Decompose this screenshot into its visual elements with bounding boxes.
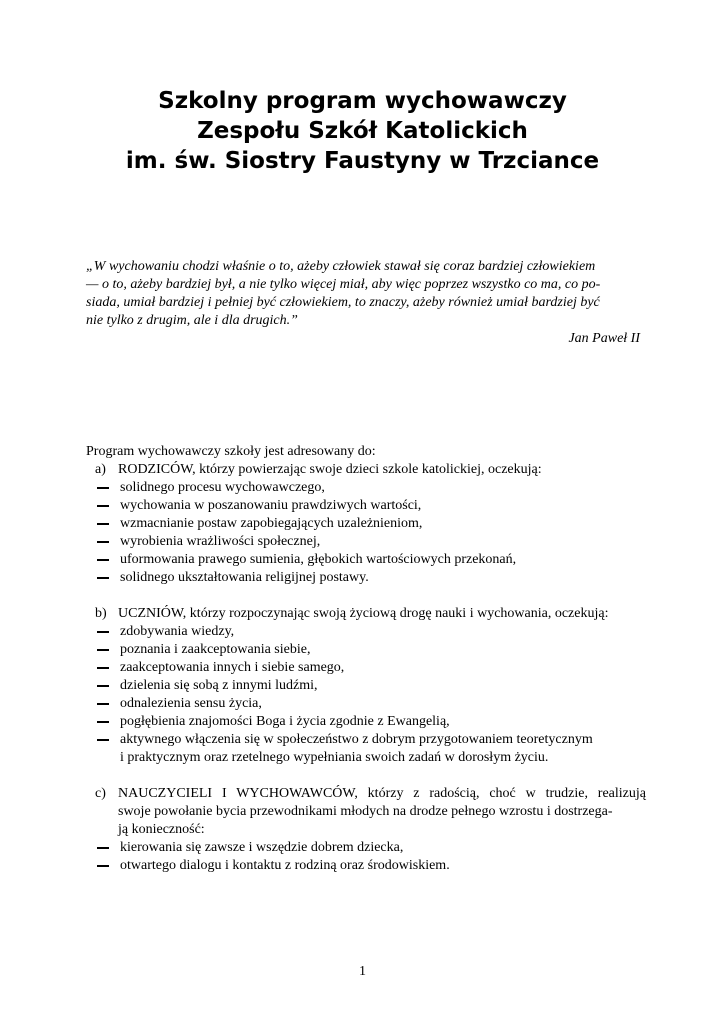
dash-bullet-icon <box>97 541 109 543</box>
dash-bullet-icon <box>97 559 109 561</box>
section-students <box>86 605 646 767</box>
epigraph-quote <box>86 258 640 330</box>
title-line-2: Zespołu Szkół Katolickich <box>197 118 528 144</box>
list-item-text: aktywnego włączenia się w społeczeństwo z dobrym przygotowaniem teoretycznym <box>120 732 593 747</box>
list-item-text: zaakceptowania innych i siebie samego, <box>120 660 345 675</box>
document-title <box>60 86 665 176</box>
list-item-text: wychowania w poszanowaniu prawdziwych wartości, <box>120 498 422 513</box>
dash-bullet-icon <box>97 577 109 579</box>
title-line-3: im. św. Siostry Faustyny w Trzciance <box>125 148 600 174</box>
quote-line: nie tylko z drugim, ale i dla drugich.” <box>86 313 298 328</box>
section-letter: a) <box>95 462 106 477</box>
list-item <box>86 641 646 659</box>
section-parents <box>86 461 646 587</box>
dash-bullet-icon <box>97 685 109 687</box>
section-heading <box>86 785 646 803</box>
page-number: 1 <box>359 964 366 979</box>
section-heading-text: NAUCZYCIELI I WYCHOWAWCÓW, którzy z radością, choć w trudzie, realizują <box>118 786 646 801</box>
list-item-text: dzielenia się sobą z innymi ludźmi, <box>120 678 318 693</box>
quote-line: — o to, ażeby bardziej był, a nie tylko więcej miał, aby więc poprzez wszystko co ma, co po- <box>86 277 601 292</box>
list-item <box>86 659 646 677</box>
list-item-text: uformowania prawego sumienia, głębokich wartościowych przekonań, <box>120 552 517 567</box>
list-item-text: wzmacnianie postaw zapobiegających uzależnieniom, <box>120 516 423 531</box>
list-item <box>86 479 646 497</box>
dash-bullet-icon <box>97 703 109 705</box>
document-body <box>86 443 646 893</box>
expectations-list <box>86 479 646 587</box>
list-item <box>86 569 646 587</box>
list-item-text: solidnego ukształtowania religijnej postawy. <box>120 570 369 585</box>
section-heading-continuation: swoje powołanie bycia przewodnikami młodych na drodze pełnego wzrostu i dostrzega- <box>118 804 613 819</box>
list-item <box>86 695 646 713</box>
dash-bullet-icon <box>97 505 109 507</box>
section-heading-continuation: ją konieczność: <box>118 822 205 837</box>
list-item <box>86 713 646 731</box>
dash-bullet-icon <box>97 667 109 669</box>
list-item <box>86 551 646 569</box>
intro-paragraph: Program wychowawczy szkoły jest adresowany do: <box>86 444 376 459</box>
dash-bullet-icon <box>97 523 109 525</box>
section-heading <box>86 461 646 479</box>
list-item-text: odnalezienia sensu życia, <box>120 696 262 711</box>
list-item-text: solidnego procesu wychowawczego, <box>120 480 325 495</box>
dash-bullet-icon <box>97 865 109 867</box>
dash-bullet-icon <box>97 649 109 651</box>
list-item-text: pogłębienia znajomości Boga i życia zgodnie z Ewangelią, <box>120 714 450 729</box>
list-item-text: kierowania się zawsze i wszędzie dobrem dziecka, <box>120 840 404 855</box>
dash-bullet-icon <box>97 721 109 723</box>
list-item <box>86 623 646 641</box>
dash-bullet-icon <box>97 847 109 849</box>
list-item-text: poznania i zaakceptowania siebie, <box>120 642 311 657</box>
list-item-text: otwartego dialogu i kontaktu z rodziną oraz środowiskiem. <box>120 858 450 873</box>
list-item <box>86 677 646 695</box>
section-teachers <box>86 785 646 875</box>
list-item <box>86 533 646 551</box>
quote-line: siada, umiał bardziej i pełniej być człowiekiem, to znaczy, ażeby również umiał bardziej być <box>86 295 600 310</box>
list-item-text: wyrobienia wrażliwości społecznej, <box>120 534 321 549</box>
dash-bullet-icon <box>97 631 109 633</box>
section-heading-text: RODZICÓW, którzy powierzając swoje dzieci szkole katolickiej, oczekują: <box>118 462 542 477</box>
section-heading <box>86 605 646 623</box>
section-heading-text: UCZNIÓW, którzy rozpoczynając swoją życiową drogę nauki i wychowania, oczekują: <box>118 606 609 621</box>
list-item <box>86 839 646 857</box>
list-item <box>86 497 646 515</box>
dash-bullet-icon <box>97 739 109 741</box>
list-item-continuation: i praktycznym oraz rzetelnego wypełniania swoich zadań w dorosłym życiu. <box>120 750 549 765</box>
quote-line: „W wychowaniu chodzi właśnie o to, ażeby człowiek stawał się coraz bardziej człowiekiem <box>86 259 596 274</box>
section-letter: b) <box>95 606 107 621</box>
list-item <box>86 857 646 875</box>
title-line-1: Szkolny program wychowawczy <box>158 88 567 114</box>
quote-author: Jan Paweł II <box>568 331 640 346</box>
list-item-text: zdobywania wiedzy, <box>120 624 235 639</box>
dash-bullet-icon <box>97 487 109 489</box>
expectations-list <box>86 623 646 767</box>
list-item <box>86 731 646 767</box>
list-item <box>86 515 646 533</box>
expectations-list <box>86 839 646 875</box>
section-letter: c) <box>95 786 106 801</box>
